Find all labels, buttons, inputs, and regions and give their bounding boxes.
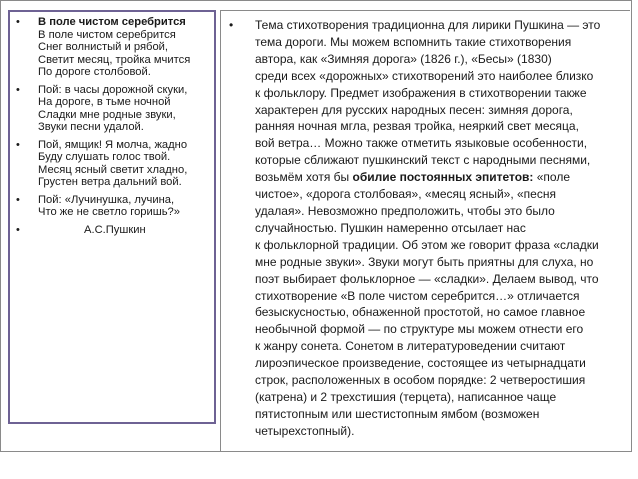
essay-line: (катрена) и 2 трехстишия (терцета), написанное чаще bbox=[255, 389, 557, 404]
emphasis-phrase: обилие постоянных эпитетов: bbox=[352, 170, 534, 185]
poem-stanza-3 bbox=[10, 139, 208, 189]
poem-line: По дороге столбовой. bbox=[38, 66, 151, 78]
essay-line: чистое», «дорога столбовая», «месяц ясный», «песня bbox=[255, 187, 556, 202]
essay-line: четырехстопный). bbox=[255, 423, 355, 438]
essay-line: мне родные звуки». Звуки могут быть приятны для слуха, но bbox=[255, 254, 594, 269]
poem-list bbox=[10, 16, 208, 236]
poem-title-line: В поле чистом серебрится bbox=[38, 16, 186, 28]
essay-line: которые сближают пушкинский текст с народными песнями, bbox=[255, 153, 591, 168]
poem-stanza-2 bbox=[10, 84, 208, 134]
poem-line: Снег волнистый и рябой, bbox=[38, 41, 169, 53]
poem-line: Пой, ямщик! Я молча, жадно bbox=[38, 138, 188, 151]
bullet: • bbox=[16, 16, 20, 28]
poem-line: Месяц ясный светит хладно, bbox=[38, 163, 188, 176]
essay-line: к фольклору. Предмет изображения в стихотворении также bbox=[255, 85, 587, 100]
poem-stanza-4 bbox=[10, 194, 208, 219]
bullet: • bbox=[16, 193, 20, 206]
essay-line: вой ветра… Можно также отметить языковые особенности, bbox=[255, 136, 588, 151]
poem-line: На дороге, в тьме ночной bbox=[38, 96, 171, 108]
essay-line: стихотворение «В поле чистом серебрится…» отличается bbox=[255, 288, 580, 303]
essay-line: необычной формой — по структуре мы можем отнести его bbox=[255, 322, 584, 337]
essay-line: поэт выбирает фольклорное — «сладки». Делаем вывод, что bbox=[255, 271, 599, 286]
poem-line: Грустен ветра дальний вой. bbox=[38, 176, 182, 188]
poem-author bbox=[10, 224, 208, 237]
essay-text: возьмём хотя бы bbox=[255, 170, 353, 185]
author-name: А.С.Пушкин bbox=[84, 223, 146, 236]
bullet: • bbox=[16, 138, 20, 151]
essay-line: пятистопным или шестистопным ямбом (возможен bbox=[255, 406, 540, 421]
bullet: • bbox=[229, 18, 234, 32]
poem-panel bbox=[8, 10, 216, 424]
essay-line: случайностью. Пушкин намеренно отсылает нас bbox=[255, 220, 526, 235]
essay-line: характерен для русских народных песен: зимняя дорога, bbox=[255, 102, 573, 117]
essay-panel bbox=[220, 10, 630, 452]
essay-line: строк, расположенных в особом порядке: 2 четверостишия bbox=[255, 373, 586, 388]
poem-line: Сладки мне родные звуки, bbox=[38, 108, 176, 121]
poem-line: Пой: в часы дорожной скуки, bbox=[38, 83, 188, 96]
poem-line: В поле чистом серебрится bbox=[38, 28, 176, 41]
poem-line: Светит месяц, тройка мчится bbox=[38, 53, 191, 66]
essay-line: среди всех «дорожных» стихотворений это наиболее близко bbox=[255, 68, 594, 83]
essay-paragraph bbox=[225, 17, 626, 440]
poem-line: Буду слушать голос твой. bbox=[38, 151, 171, 163]
bullet: • bbox=[16, 83, 20, 96]
essay-text: «поле bbox=[533, 170, 571, 185]
essay-line: лироэпическое произведение, состоящее из четырнадцати bbox=[255, 356, 586, 371]
essay-line: безыскусностью, обнаженной простотой, но самое главное bbox=[255, 305, 586, 320]
essay-line: Тема стихотворения традиционна для лирики Пушкина — это bbox=[255, 18, 601, 32]
essay-line: к фольклорной традиции. Об этом же говорит фраза «сладки bbox=[255, 237, 599, 252]
poem-stanza-1 bbox=[10, 16, 208, 79]
essay-line-with-emphasis bbox=[255, 169, 626, 186]
poem-line: Что же не светло горишь?» bbox=[38, 206, 181, 218]
poem-line: Пой: «Лучинушка, лучина, bbox=[38, 193, 175, 206]
essay-line: к жанру сонета. Сонетом в литературоведении считают bbox=[255, 339, 566, 354]
poem-line: Звуки песни удалой. bbox=[38, 121, 144, 133]
essay-line: ранняя ночная мгла, резвая тройка, неяркий свет месяца, bbox=[255, 119, 579, 134]
bullet: • bbox=[16, 223, 20, 236]
essay-line: удалая». Невозможно предположить, чтобы это было bbox=[255, 203, 555, 218]
essay-line: автора, как «Зимняя дорога» (1826 г.), «Бесы» (1830) bbox=[255, 51, 552, 66]
essay-line: тема дороги. Мы можем вспомнить такие стихотворения bbox=[255, 34, 572, 49]
